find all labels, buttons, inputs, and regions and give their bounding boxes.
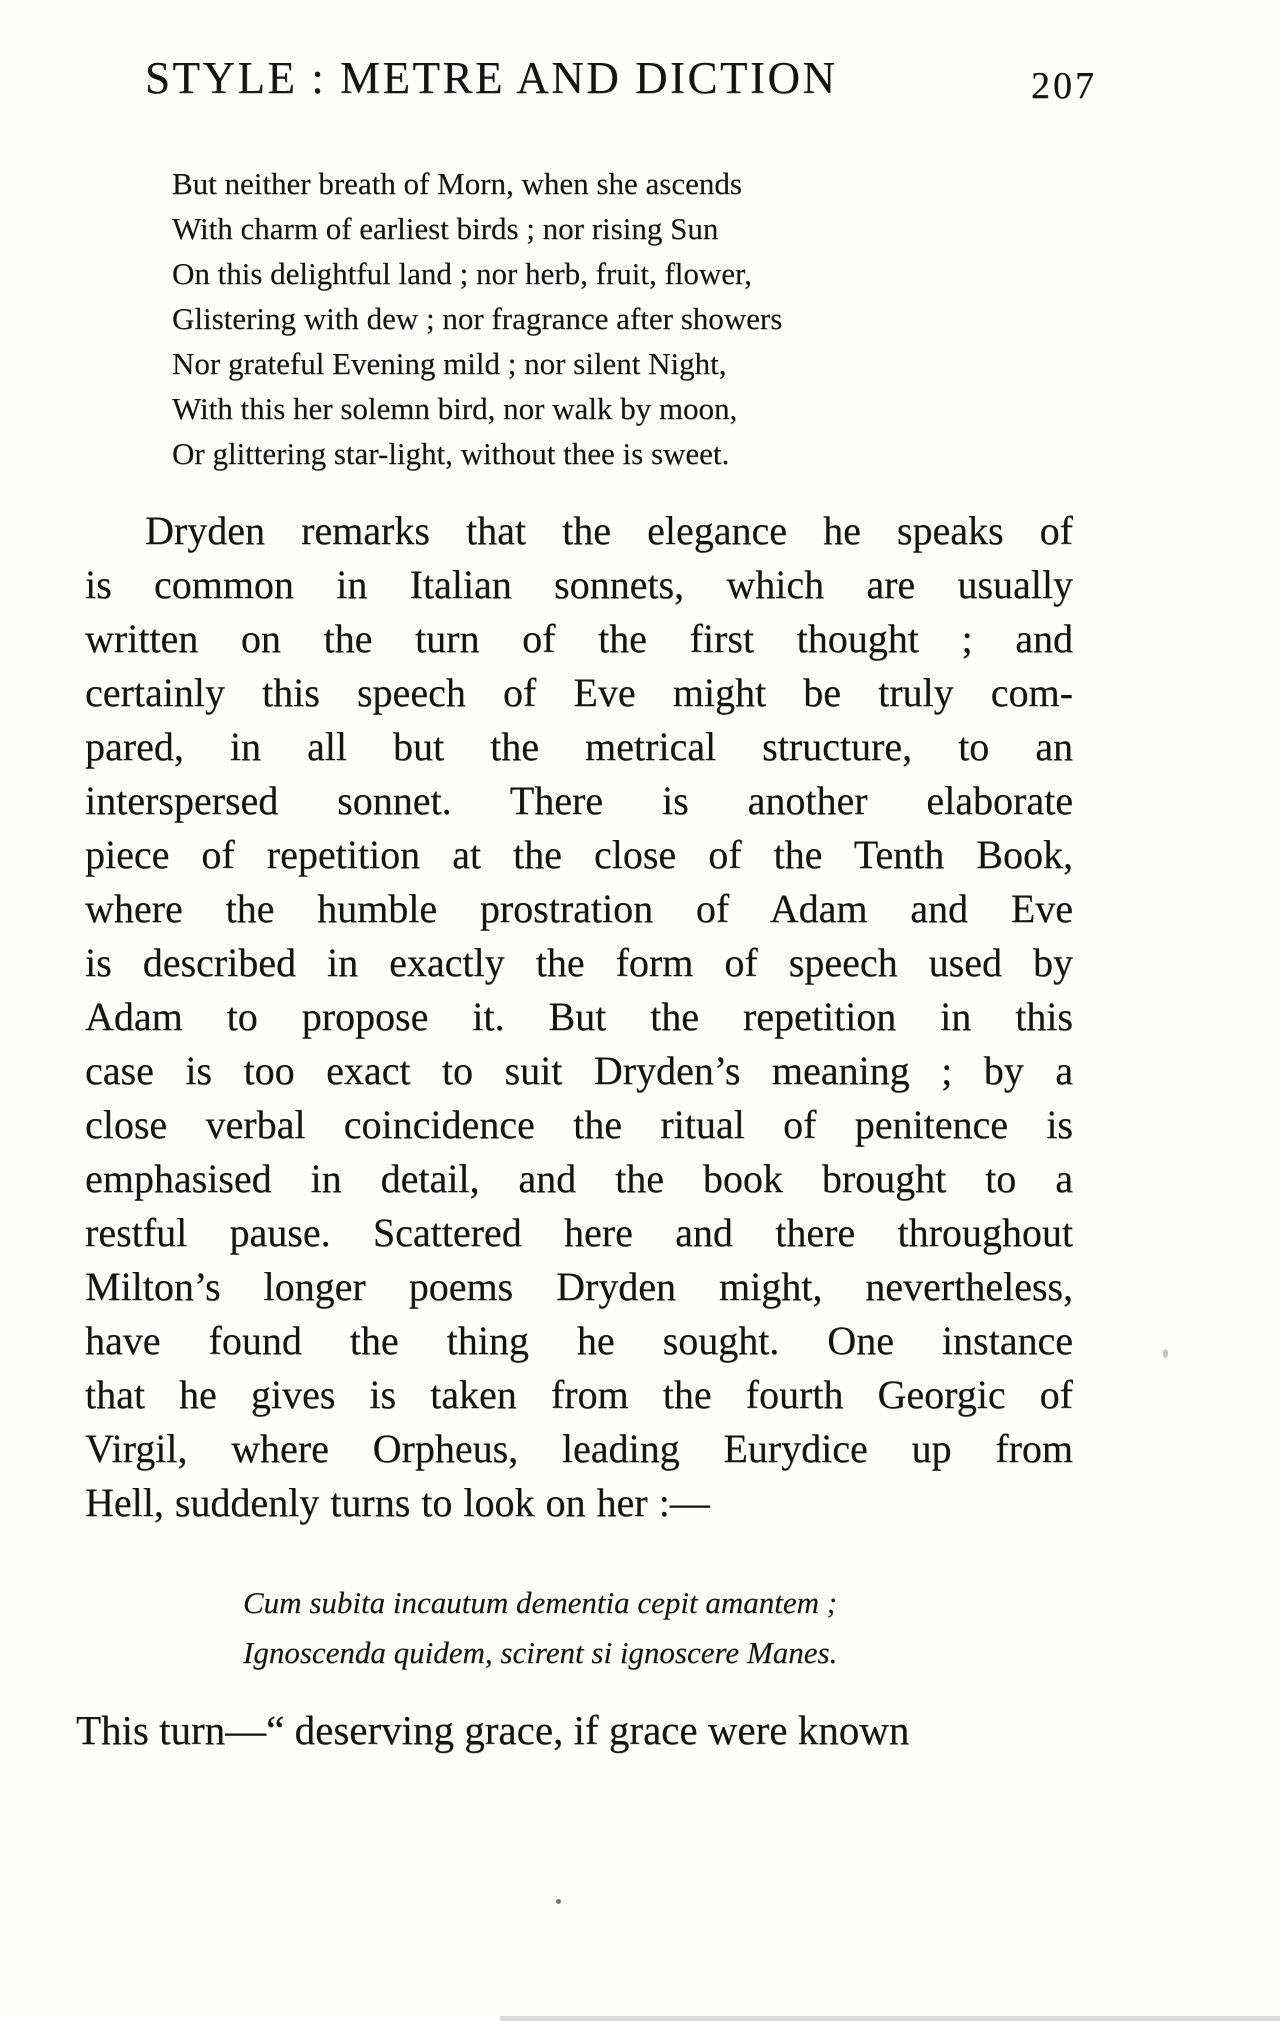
prose-line: written on the turn of the first thought ; and xyxy=(85,616,1073,661)
poem-line: With this her solemn bird, nor walk by moon, xyxy=(172,391,738,426)
prose-line: have found the thing he sought. One instance xyxy=(85,1318,1073,1363)
prose-line: interspersed sonnet. There is another elaborate xyxy=(85,778,1073,823)
prose-line: Adam to propose it. But the repetition in this xyxy=(85,994,1073,1039)
prose-line: case is too exact to suit Dryden’s meaning ; by a xyxy=(85,1048,1073,1093)
running-header xyxy=(145,52,1097,107)
prose-line: where the humble prostration of Adam and Eve xyxy=(85,886,1073,931)
prose-line: emphasised in detail, and the book brought to a xyxy=(85,1156,1073,1201)
latin-line: Cum subita incautum dementia cepit amantem ; xyxy=(243,1585,838,1620)
latin-line: Ignoscenda quidem, scirent si ignoscere Manes. xyxy=(243,1635,838,1670)
poem-line: But neither breath of Morn, when she ascends xyxy=(172,166,742,201)
scan-edge-artifact xyxy=(500,2016,1280,2021)
scan-speck xyxy=(556,1899,561,1904)
poem-line: Glistering with dew ; nor fragrance after showers xyxy=(172,301,783,336)
poem-line: Nor grateful Evening mild ; nor silent Night, xyxy=(172,346,727,381)
prose-line: Hell, suddenly turns to look on her :— xyxy=(85,1480,710,1525)
poem-quotation xyxy=(172,161,782,476)
prose-line: piece of repetition at the close of the Tenth Book, xyxy=(85,832,1073,877)
prose-line: is common in Italian sonnets, which are usually xyxy=(85,562,1073,607)
prose-line: close verbal coincidence the ritual of penitence is xyxy=(85,1102,1073,1147)
prose-line: restful pause. Scattered here and there throughout xyxy=(85,1210,1073,1255)
prose-line: Dryden remarks that the elegance he speaks of xyxy=(145,508,1073,553)
prose-line: certainly this speech of Eve might be truly com- xyxy=(85,670,1073,715)
poem-line: On this delightful land ; nor herb, fruit, flower, xyxy=(172,256,752,291)
prose-line: pared, in all but the metrical structure, to an xyxy=(85,724,1073,769)
prose-line: that he gives is taken from the fourth Georgic of xyxy=(85,1372,1073,1417)
prose-line: is described in exactly the form of speech used by xyxy=(85,940,1073,985)
chapter-title: STYLE : METRE AND DICTION xyxy=(145,53,838,103)
poem-line: With charm of earliest birds ; nor rising Sun xyxy=(172,211,719,246)
latin-quotation xyxy=(243,1578,837,1678)
scan-speck xyxy=(1163,1349,1168,1358)
prose-line: Milton’s longer poems Dryden might, nevertheless, xyxy=(85,1264,1073,1309)
prose-line: Virgil, where Orpheus, leading Eurydice up from xyxy=(85,1426,1073,1471)
page-number: 207 xyxy=(1031,65,1097,107)
body-paragraph xyxy=(85,504,1073,1530)
closing-line: This turn—“ deserving grace, if grace were known xyxy=(76,1707,910,1753)
poem-line: Or glittering star-light, without thee is sweet. xyxy=(172,436,730,471)
